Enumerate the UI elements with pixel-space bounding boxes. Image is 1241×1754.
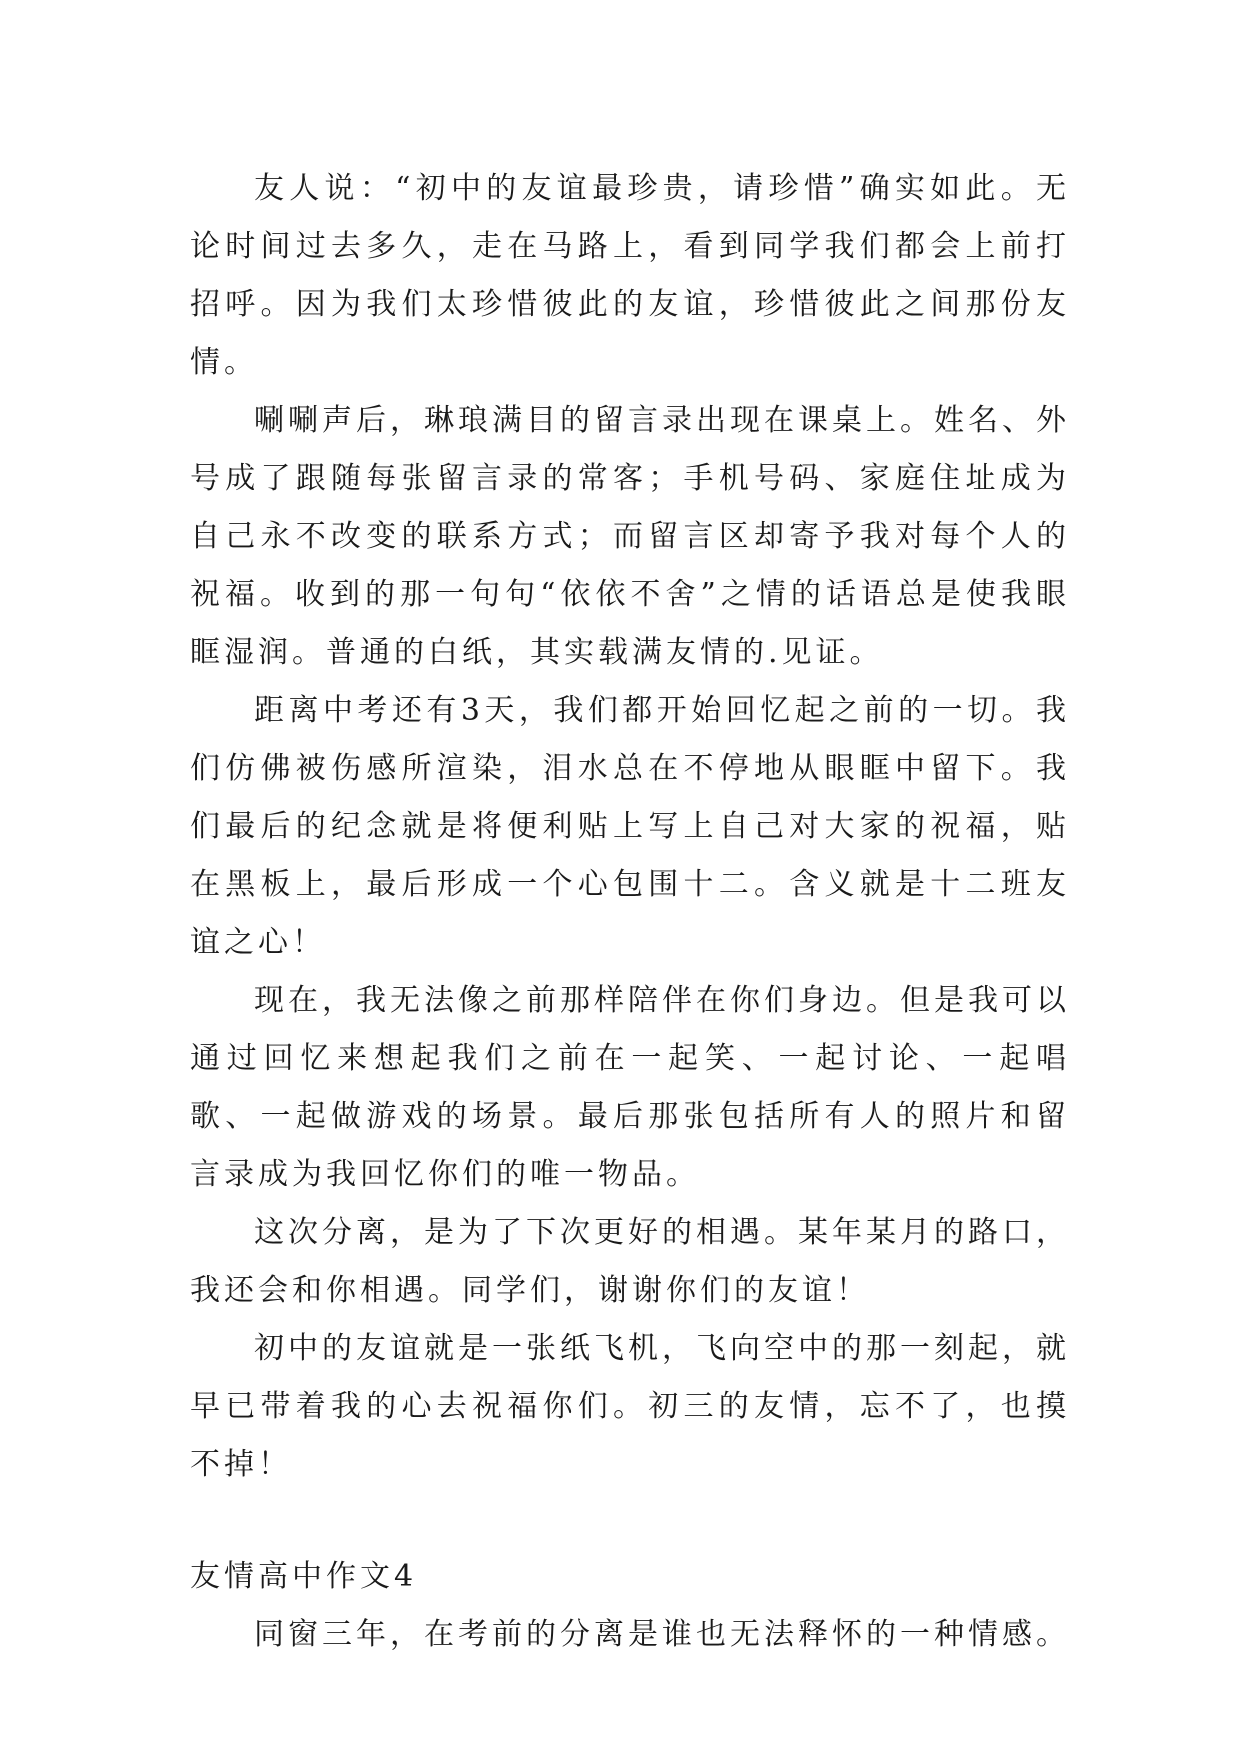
section-heading: 友情高中作文4 [190,1559,418,1594]
paragraph: 友人说：“初中的友谊最珍贵，请珍惜”确实如此。无论时间过去多久，走在马路上，看到同学我们都会上前打招呼。因为我们太珍惜彼此的友谊，珍惜彼此之间那份友情。 [190,171,1070,380]
paragraph: 现在，我无法像之前那样陪伴在你们身边。但是我可以通过回忆来想起我们之前在一起笑、一起讨论、一起唱歌、一起做游戏的场景。最后那张包括所有人的照片和留言录成为我回忆你们的唯一物品。 [190,983,1070,1192]
paragraph: 唰唰声后，琳琅满目的留言录出现在课桌上。姓名、外号成了跟随每张留言录的常客；手机号码、家庭住址成为自己永不改变的联系方式；而留言区却寄予我对每个人的祝福。收到的那一句句“依依不舍”之情的话语总是使我眼眶湿润。普通的白纸，其实载满友情的.见证。 [190,403,1070,670]
paragraph: 初中的友谊就是一张纸飞机，飞向空中的那一刻起，就早已带着我的心去祝福你们。初三的友情，忘不了，也摸不掉！ [190,1331,1070,1482]
paragraph: 这次分离，是为了下次更好的相遇。某年某月的路口，我还会和你相遇。同学们，谢谢你们的友谊！ [190,1215,1070,1308]
document-body [190,160,1070,1664]
paragraph: 距离中考还有3天，我们都开始回忆起之前的一切。我们仿佛被伤感所渲染，泪水总在不停地从眼眶中留下。我们最后的纪念就是将便利贴上写上自己对大家的祝福，贴在黑板上，最后形成一个心包围十二。含义就是十二班友谊之心！ [190,693,1070,960]
paragraph: 同窗三年，在考前的分离是谁也无法释怀的一种情感。 [254,1617,1070,1652]
